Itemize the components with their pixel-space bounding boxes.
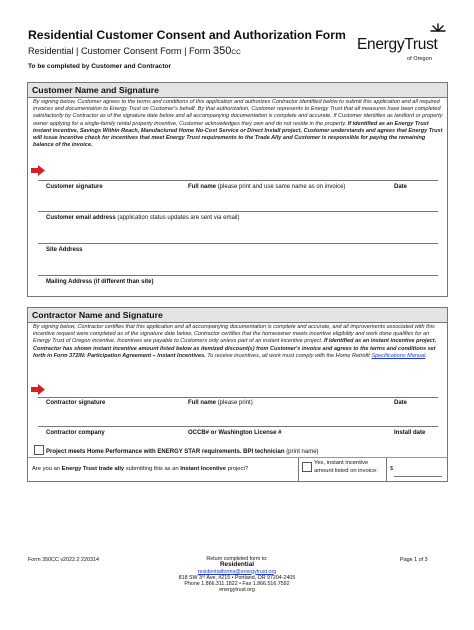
contractor-date-label: Date xyxy=(394,400,408,406)
form-title: Residential Customer Consent and Authorization Form xyxy=(28,28,346,42)
incentive-amount-field[interactable] xyxy=(394,476,442,477)
yes-line1: Yes, instant incentive xyxy=(314,460,369,466)
energy-trust-logo xyxy=(355,22,447,72)
contractor-signature-label: Contractor signature xyxy=(46,400,106,406)
trade-q-mid: submitting this as an xyxy=(124,466,181,472)
customer-fullname-label xyxy=(188,184,345,190)
customer-heading: Customer Name and Signature xyxy=(28,83,447,98)
form-number: 350 xyxy=(213,45,232,57)
instant-incentive-yes-label xyxy=(314,460,378,475)
dollar-sign: $ xyxy=(390,466,394,472)
trade-q-suffix: project? xyxy=(226,466,249,472)
mailing-address: 818 SW 3ʳᵈ Ave, #215 • Portland, OR 97204-2405 xyxy=(178,574,296,581)
customer-email-text: Customer email address xyxy=(46,215,116,221)
contractor-terms-normal: By signing below, Contractor certifies that this application and all accompanying documentation is complete and accurate, and all improvements associated with this incentive request were completed as of the signature date below. Contractor certifies that the homeowner meets incentive eligibility and work done qualifies for an Energy Trust of Oregon incentive. Incentives are payable to Customers only unless part of an instant incentive project. xyxy=(33,324,435,345)
trade-ally-divider xyxy=(298,458,299,481)
yes-line2: amount listed on invoice: xyxy=(314,467,378,474)
trade-q-bold1: Energy Trust trade ally xyxy=(61,466,125,472)
instant-incentive-yes-checkbox[interactable] xyxy=(302,462,312,472)
completed-by-note: To be completed by Customer and Contractor xyxy=(28,63,172,70)
contractor-section xyxy=(27,307,448,482)
customer-terms-bold: If identified as an Energy Trust instant incentive, Savings Within Reach, Manufactured Home No-Cost Service or Direct Install project, Customer understands and agrees that Energy Trust will issue incentive check for incentives that meet Energy Trust requirements to the Trade Ally and Customer is responsible for paying the remaining balance of the invoice. xyxy=(33,120,443,149)
contractor-heading: Contractor Name and Signature xyxy=(28,308,447,323)
form-subtitle xyxy=(28,45,241,57)
form-version: Form 350CC v2022.2 220314 xyxy=(28,557,100,563)
contractor-terms-tail: To receive incentives, all work must comply with the Home Retrofit xyxy=(205,352,372,359)
customer-signature-line[interactable] xyxy=(38,180,438,181)
customer-terms xyxy=(33,99,444,149)
trade-ally-row-divider xyxy=(28,457,447,458)
trade-q-prefix: Are you an xyxy=(32,466,62,472)
trade-q-bold2: Instant Incentive xyxy=(180,466,226,472)
contractor-terms-bold: If identified as an instant incentive project, Contractor has shown instant incentive amount listed below as itemized discount(s) from Customer's invoice and agrees to the terms and conditions set forth in Form 372IN: Participation Agreement – Instant Incentives. xyxy=(33,338,437,359)
logo-sub: of Oregon xyxy=(407,56,432,62)
customer-fullname-text: Full name xyxy=(188,184,217,190)
dollar-divider xyxy=(386,458,387,481)
mailing-address-line[interactable] xyxy=(38,275,438,276)
form-suffix: CC xyxy=(231,49,241,56)
contractor-signature-line[interactable] xyxy=(38,397,438,398)
red-arrow-icon xyxy=(31,165,45,176)
project-meets-label xyxy=(46,449,319,455)
customer-date-label: Date xyxy=(394,184,408,190)
customer-terms-normal: By signing below, Customer agrees to the terms and conditions of this application and authorizes Contractor identified below to submit this application and all required invoices and documentation to Energy Trust on Customer's behalf. By that authorization, Customer represents to Energy Trust that all measures have been completed satisfactorily by Contractor as of the signature date below and all accompanying documentation is complete and accurate. If Customer identifies as landlord or property owner applying for a single-family rental property incentive, Customer acknowledges they own and do not reside in the property. xyxy=(33,99,443,127)
trade-ally-question xyxy=(32,466,248,472)
project-meets-checkbox[interactable] xyxy=(34,445,44,455)
return-to-label: Return completed form to: xyxy=(206,556,268,562)
customer-section xyxy=(27,82,448,297)
return-address-block xyxy=(137,556,337,594)
contractor-terms xyxy=(33,324,444,360)
subtitle-prefix: Residential | Customer Consent Form | Form xyxy=(28,46,214,56)
residential-label: Residential xyxy=(219,561,255,569)
page-number: Page 1 of 3 xyxy=(400,557,428,563)
red-arrow-icon xyxy=(31,384,45,395)
logo-brand: EnergyTrust xyxy=(357,36,438,53)
site-address-line[interactable] xyxy=(38,243,438,244)
customer-fullname-note: (please print and use same name as on invoice) xyxy=(217,184,346,190)
website: energytrust.org xyxy=(219,587,255,594)
project-meets-note: (print name) xyxy=(286,449,319,455)
contractor-company-line[interactable] xyxy=(38,426,438,427)
customer-email-line[interactable] xyxy=(38,211,438,212)
install-date-label: Install date xyxy=(394,430,426,436)
specifications-manual-link[interactable]: Specifications Manual xyxy=(371,352,426,359)
contractor-fullname-note: (please print) xyxy=(217,400,253,406)
site-address-label: Site Address xyxy=(46,247,83,253)
contractor-fullname-label xyxy=(188,400,253,406)
customer-email-label xyxy=(46,215,239,221)
contractor-terms-end: . xyxy=(425,352,427,359)
project-meets-text: Project meets Home Performance with ENERGY STAR requirements. BPI technician xyxy=(46,449,285,455)
contractor-fullname-text: Full name xyxy=(188,400,217,406)
residential-email-link[interactable]: residentialforms@energytrust.org xyxy=(197,568,277,575)
phone-fax: Phone 1.866.311.1822 • Fax 1.866.516.7592 xyxy=(184,581,290,588)
contractor-company-label: Contractor company xyxy=(46,430,105,436)
customer-signature-label: Customer signature xyxy=(46,184,103,190)
occb-license-label: OCCB# or Washington License # xyxy=(188,430,282,436)
customer-email-note: (application status updates are sent via email) xyxy=(117,215,240,221)
mailing-address-label: Mailing Address (if different than site) xyxy=(46,279,154,285)
